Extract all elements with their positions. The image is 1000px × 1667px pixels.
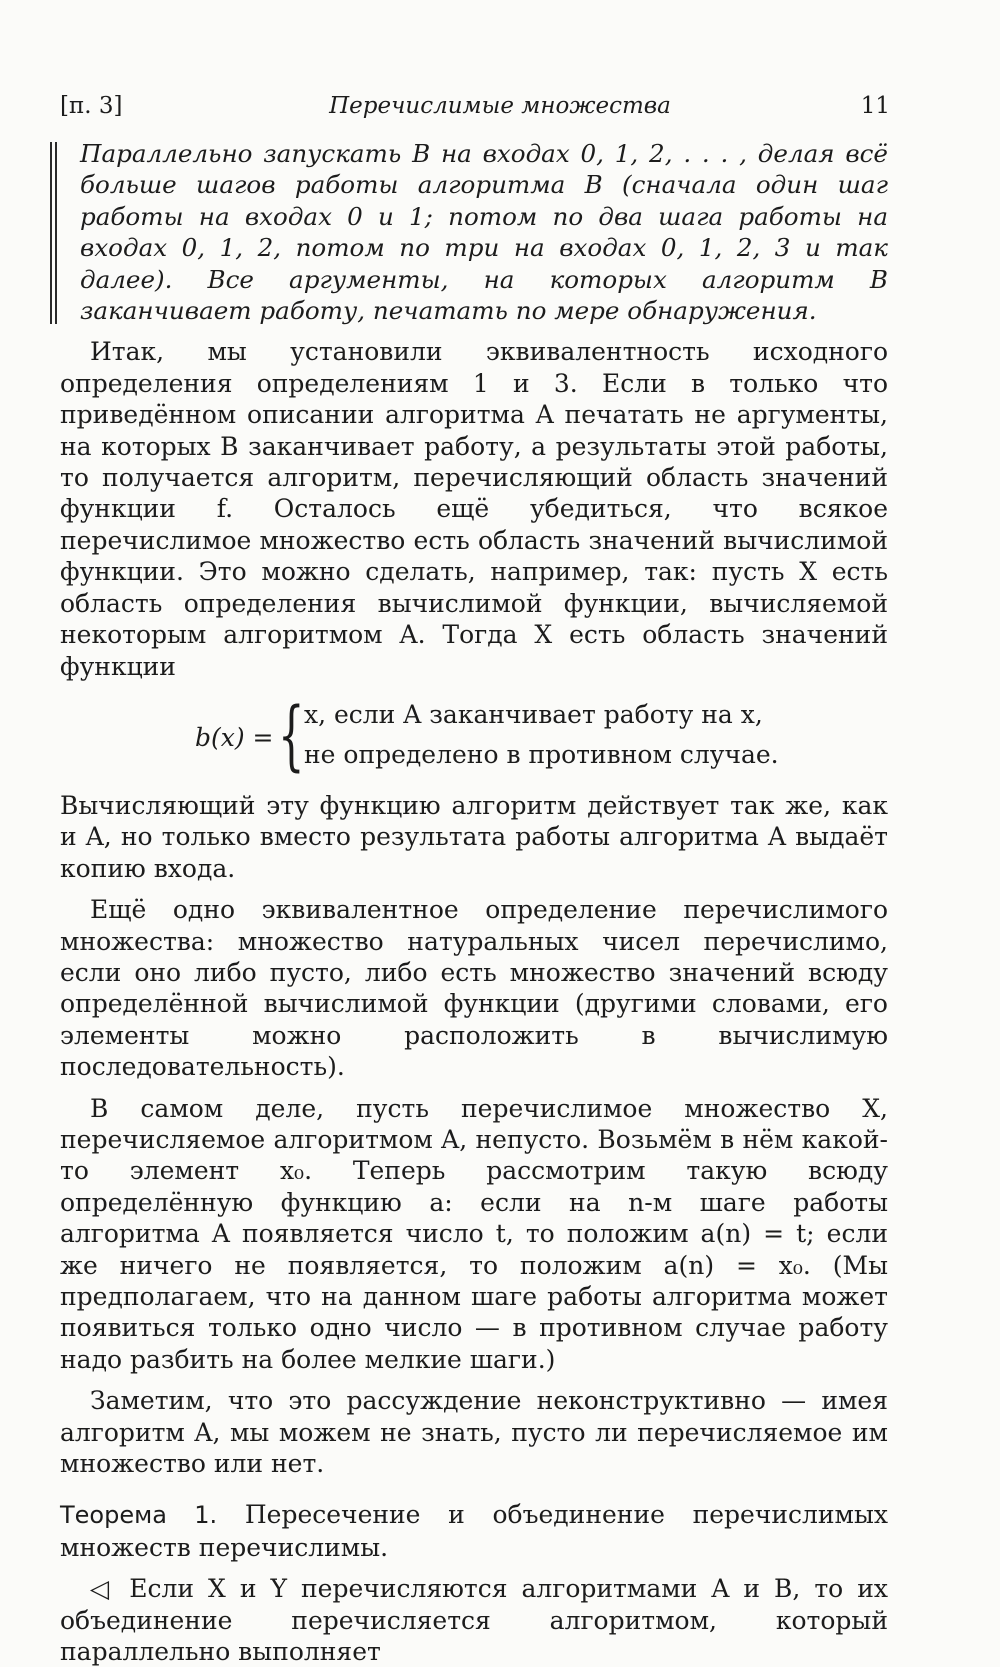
paragraph-nonconstructive: Заметим, что это рассуждение неконструктивно — имея алгоритм A, мы можем не знать, пусто ли перечисляемое им множество или нет.	[60, 1386, 888, 1479]
formula-case-2: не определено в противном случае.	[304, 739, 779, 769]
page-number: 11	[860, 93, 890, 119]
algorithm-block	[60, 138, 888, 326]
formula-lhs: b(x) =	[195, 722, 274, 752]
running-head	[40, 88, 960, 124]
paragraph-proof-union: ◁ Если X и Y перечисляются алгоритмами A и B, то их объединение перечисляется алгоритмом, который параллельно выполняет	[60, 1574, 888, 1667]
theorem-text: Пересечение и объединение перечислимых множеств перечислимы.	[60, 1500, 888, 1562]
paragraph-equivalent-definition: Ещё одно эквивалентное определение перечислимого множества: множество натуральных чисел перечислимо, если оно либо пусто, либо есть множество значений всюду определённой вычислимой функции (другими словами, его элементы можно расположить в вычислимую последовательность).	[60, 895, 888, 1082]
piecewise-formula	[60, 689, 888, 780]
formula-case-1: x, если A заканчивает работу на x,	[304, 699, 763, 729]
paragraph-proof: В самом деле, пусть перечислимое множество X, перечисляемое алгоритмом A, непусто. Возьмём в нём какой-то элемент x₀. Теперь рассмотрим такую всюду определённую функцию a: если на n-м шаге работы алгоритма A появляется число t, то положим a(n) = t; если же ничего не появляется, то положим a(n) = x₀. (Мы предполагаем, что на данном шаге работы алгоритма может появиться только одно число — в противном случае работу надо разбить на более мелкие шаги.)	[60, 1093, 888, 1374]
section-ref: [п. 3]	[60, 93, 123, 119]
algorithm-text: Параллельно запускать B на входах 0, 1, 2, . . . , делая всё больше шагов работы алгоритма B (сначала один шаг работы на входах 0 и 1; потом по два шага работы на входах 0, 1, 2, потом по три на входах 0, 1, 2, 3 и так далее). Все аргументы, на которых алгоритм B заканчивает работу, печатать по мере обнаружения.	[80, 139, 888, 326]
left-brace-icon: {	[278, 689, 305, 779]
paragraph-equivalence: Итак, мы установили эквивалентность исходного определения определениям 1 и 3. Если в только что приведённом описании алгоритма A печатать не аргументы, на которых B заканчивает работу, а результаты этой работы, то получается алгоритм, перечисляющий область значений функции f. Осталось ещё убедиться, что всякое перечислимое множество есть область значений вычислимой функции. Это можно сделать, например, так: пусть X есть область определения вычислимой функции, вычисляемой некоторым алгоритмом A. Тогда X есть область значений функции	[60, 337, 888, 681]
theorem-1	[60, 1499, 888, 1563]
page-content	[60, 138, 888, 1667]
chapter-title: Перечислимые множества	[329, 93, 671, 119]
paragraph-algorithm-copy: Вычисляющий эту функцию алгоритм действует так же, как и A, но только вместо результата работы алгоритма A выдаёт копию входа.	[60, 790, 888, 883]
theorem-label: Теорема 1.	[60, 1501, 218, 1530]
